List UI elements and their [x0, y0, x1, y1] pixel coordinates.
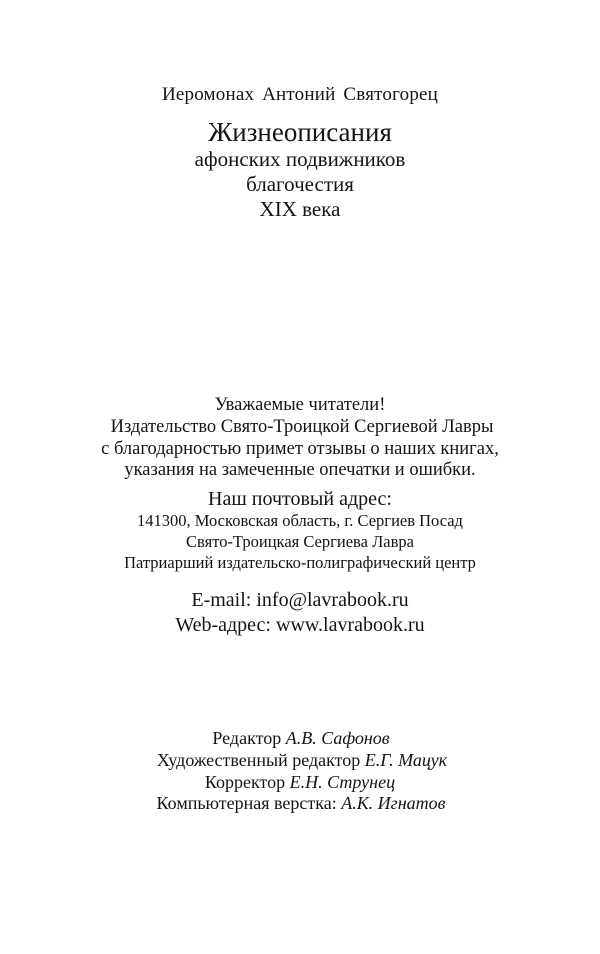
subtitle-line: XIX века — [259, 197, 341, 221]
credit-role: Корректор — [204, 772, 290, 792]
author-line: Иеромонах Антоний Святогорец — [161, 84, 439, 105]
credit-editor — [1, 729, 600, 747]
web-line — [0, 615, 600, 635]
credit-proofreader — [0, 773, 600, 791]
credit-name: Е.Г. Мацук — [364, 750, 448, 770]
credit-role: Художественный редактор — [156, 750, 365, 770]
credit-name: А.К. Игнатов — [341, 793, 446, 813]
credit-name: Е.Н. Струнец — [289, 772, 396, 792]
subtitle-line: афонских подвижников — [194, 147, 406, 171]
address-line: Патриарший издательско-полиграфический центр — [124, 553, 476, 572]
book-title: Жизнеописания — [208, 117, 392, 147]
email-line — [0, 590, 600, 610]
notice-line: с благодарностью примет отзывы о наших книгах, — [101, 439, 499, 459]
address-line: Свято-Троицкая Сергиева Лавра — [186, 532, 414, 551]
credit-role: Компьютерная верстка: — [156, 793, 342, 813]
credit-name: А.В. Сафонов — [285, 728, 390, 748]
credit-role: Редактор — [212, 728, 286, 748]
email-link[interactable]: info@lavrabook.ru — [256, 589, 409, 611]
notice-greeting: Уважаемые читатели! — [214, 395, 386, 415]
credit-layout — [1, 794, 600, 812]
notice-line: Издательство Свято-Троицкой Сергиевой Лавры — [110, 417, 494, 437]
credit-art-editor — [2, 751, 600, 769]
address-heading: Наш почтовый адрес: — [208, 488, 392, 510]
notice-line: указания на замеченные опечатки и ошибки. — [124, 460, 476, 480]
email-label: E-mail: — [191, 589, 257, 611]
web-label: Web-адрес: — [175, 614, 276, 636]
subtitle-line: благочестия — [246, 172, 354, 196]
web-link[interactable]: www.lavrabook.ru — [276, 614, 425, 636]
address-line: 141300, Московская область, г. Сергиев Посад — [137, 511, 463, 530]
